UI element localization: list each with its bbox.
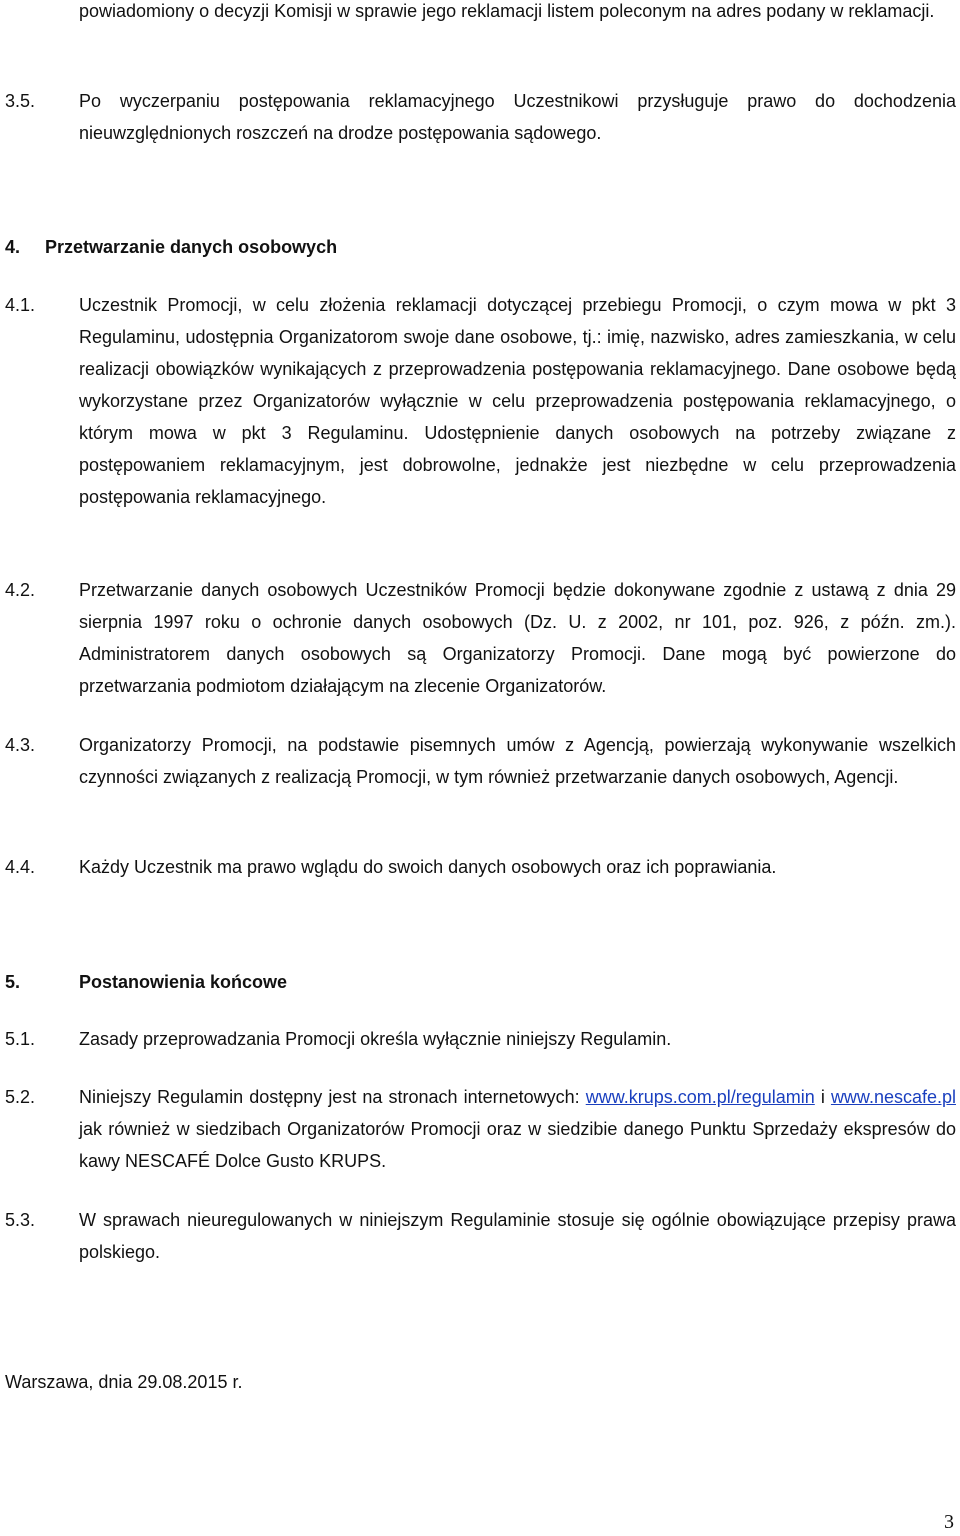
clause-number: 5.2. xyxy=(5,1087,36,1107)
section-number: 5. xyxy=(5,972,21,992)
clause-number: 5.1. xyxy=(5,1029,36,1049)
clause-number: 4.1. xyxy=(5,295,36,315)
clause-text: Każdy Uczestnik ma prawo wglądu do swoich danych osobowych oraz ich poprawiania. xyxy=(79,857,777,877)
clause-text: Uczestnik Promocji, w celu złożenia reklamacji dotyczącej przebiegu Promocji, o czym mowa w pkt 3 Regulaminu, udostępnia Organizatorom swoje dane osobowe, tj.: imię, nazwisko, adres zamieszkania, w celu realizacji obowiązków wynikających z przeprowadzenia postępowania reklamacyjnego. Dane osobowe będą wykorzystane przez Organizatorów wyłącznie w celu przeprowadzenia postępowania reklamacyjnego, o którym mowa w pkt 3 Regulaminu. Udostępnienie danych osobowych na potrzeby związane z postępowaniem reklamacyjnym, jest dobrowolne, jednakże jest niezbędne w celu przeprowadzenia postępowania reklamacyjnego. xyxy=(79,295,956,507)
clause-number: 3.5. xyxy=(5,91,36,111)
place-and-date: Warszawa, dnia 29.08.2015 r. xyxy=(5,1372,243,1392)
krups-regulamin-link[interactable]: www.krups.com.pl/regulamin xyxy=(585,1087,815,1107)
clause-number: 4.3. xyxy=(5,735,36,755)
clause-text: Zasady przeprowadzania Promocji określa wyłącznie niniejszy Regulamin. xyxy=(79,1029,672,1049)
section-number: 4. xyxy=(5,237,21,257)
clause-number: 4.4. xyxy=(5,857,36,877)
clause-text xyxy=(79,1081,956,1177)
clause-number: 5.3. xyxy=(5,1210,36,1230)
clause-text: Przetwarzanie danych osobowych Uczestników Promocji będzie dokonywane zgodnie z ustawą z dnia 29 sierpnia 1997 roku o ochronie danych osobowych (Dz. U. z 2002, nr 101, poz. 926, z późn. zm.). Administratorem danych osobowych są Organizatorzy Promocji. Dane mogą być powierzone do przetwarzania podmiotom działającym na zlecenie Organizatorów. xyxy=(79,580,956,696)
clause-text-part-a: Niniejszy Regulamin dostępny jest na stronach internetowych: xyxy=(79,1087,586,1107)
clause-text: Po wyczerpaniu postępowania reklamacyjnego Uczestnikowi przysługuje prawo do dochodzenia nieuwzględnionych roszczeń na drodze postępowania sądowego. xyxy=(79,91,956,143)
clause-text: Organizatorzy Promocji, na podstawie pisemnych umów z Agencją, powierzają wykonywanie wszelkich czynności związanych z realizacją Promocji, w tym również przetwarzanie danych osobowych, Agencji. xyxy=(79,735,956,787)
previous-paragraph-text: powiadomiony o decyzji Komisji w sprawie jego reklamacji listem poleconym na adres podany w reklamacji. xyxy=(79,1,935,21)
clause-text: W sprawach nieuregulowanych w niniejszym Regulaminie stosuje się ogólnie obowiązujące przepisy prawa polskiego. xyxy=(79,1210,956,1262)
clause-text-part-c: jak również w siedzibach Organizatorów Promocji oraz w siedzibie danego Punktu Sprzedaży ekspresów do kawy NESCAFÉ Dolce Gusto KRUPS. xyxy=(79,1119,956,1171)
clause-number: 4.2. xyxy=(5,580,36,600)
clause-text-part-b: i xyxy=(814,1087,831,1107)
section-title: Postanowienia końcowe xyxy=(79,972,288,992)
section-title: Przetwarzanie danych osobowych xyxy=(45,237,338,257)
page-number: 3 xyxy=(944,1511,954,1533)
nescafe-link[interactable]: www.nescafe.pl xyxy=(830,1087,956,1107)
